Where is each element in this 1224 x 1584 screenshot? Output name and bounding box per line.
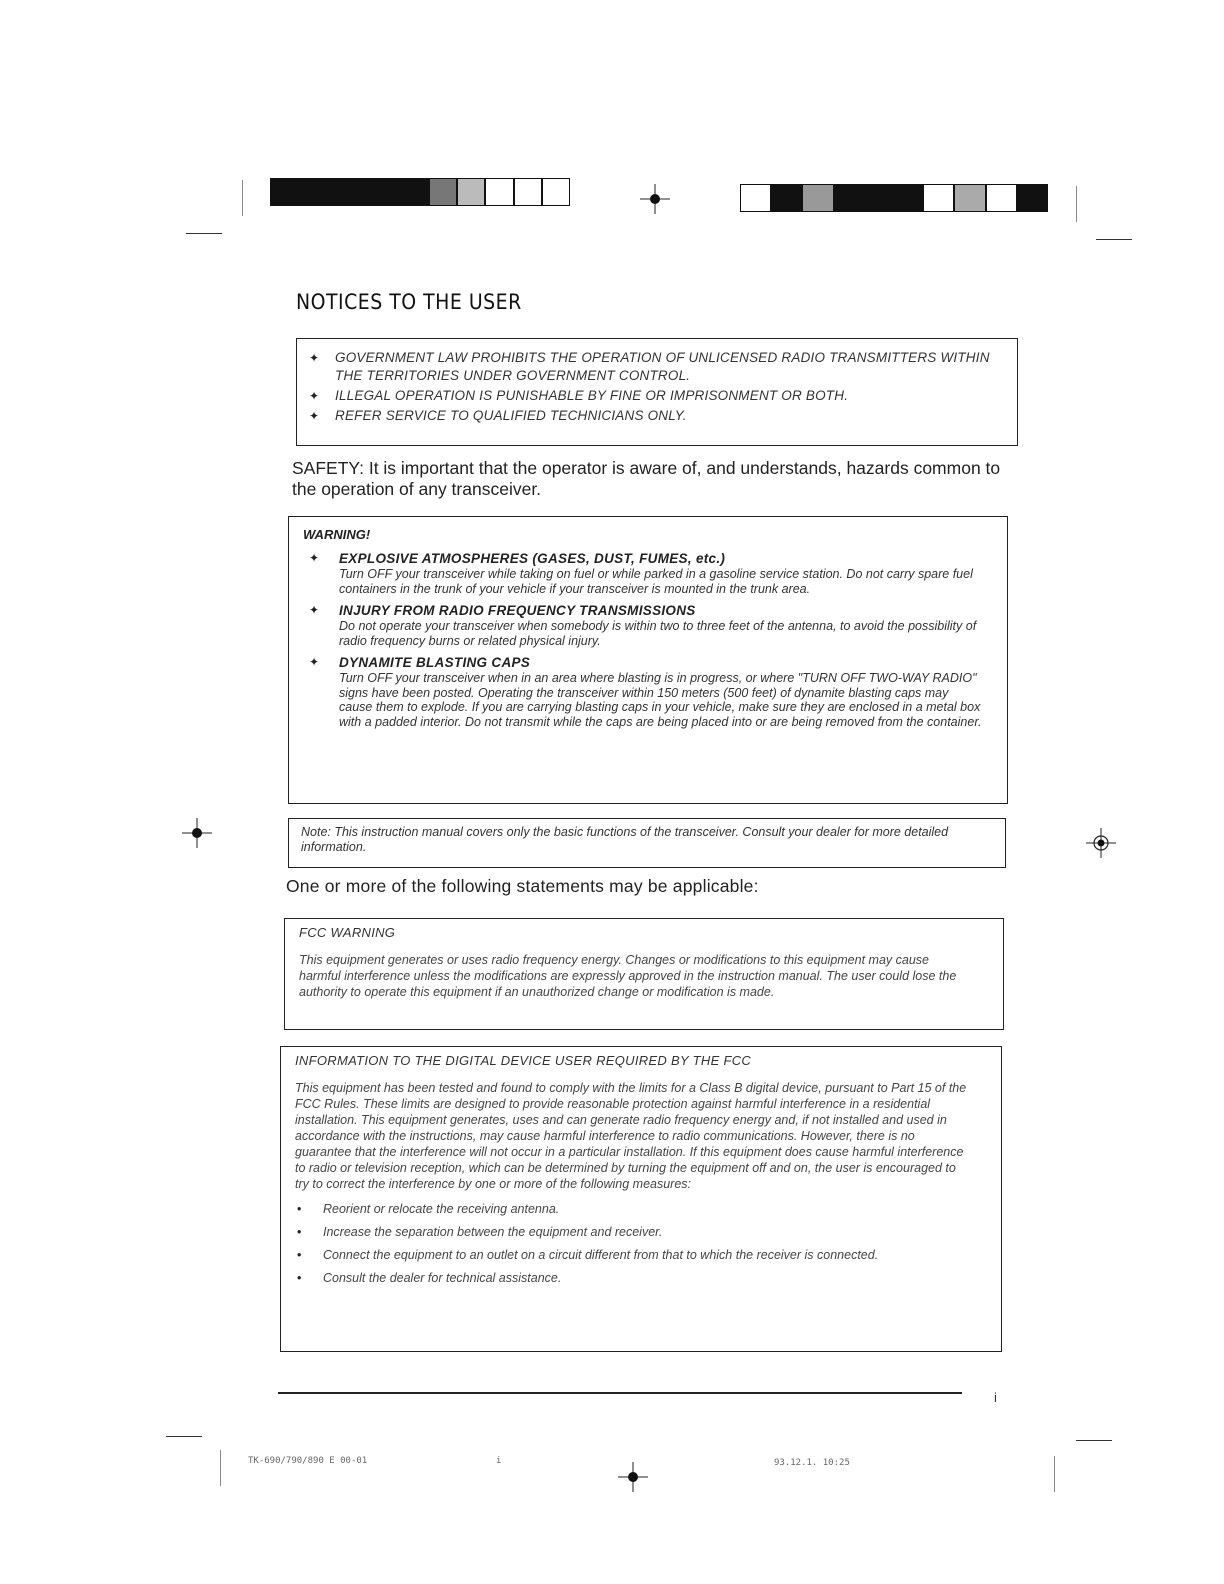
- warning-title: WARNING!: [303, 527, 371, 542]
- fcc-info-box: [280, 1046, 1002, 1352]
- color-bar-left: [270, 178, 570, 206]
- registration-mark-icon: [182, 818, 212, 848]
- warning-text: Turn OFF your transceiver while taking on fuel or while parked in a gasoline service station. Do not carry spare fuel containers in the trunk of your vehicle if your transceiver is mounted in the trunk area.: [339, 567, 973, 596]
- crop-mark: [1054, 1456, 1055, 1492]
- print-slug-right: 93.12.1. 10:25: [774, 1458, 850, 1468]
- note-box: [288, 818, 1006, 868]
- crop-mark: [242, 180, 243, 216]
- diamond-bullet-icon: ✦: [309, 389, 320, 403]
- list-item: ✦ ILLEGAL OPERATION IS PUNISHABLE BY FINE OR IMPRISONMENT OR BOTH.: [309, 388, 849, 403]
- warning-heading: INJURY FROM RADIO FREQUENCY TRANSMISSIONS: [339, 603, 696, 618]
- list-item: • Increase the separation between the equipment and receiver.: [295, 1225, 971, 1240]
- diamond-bullet-icon: ✦: [309, 351, 320, 365]
- fcc-info-text: This equipment has been tested and found to comply with the limits for a Class B digital device, pursuant to Part 15 of the FCC Rules. These limits are designed to provide reasonable protection against harmful interference in a residential installation. This equipment generates, uses and can generate radio frequency energy and, if not installed and used in accordance with the instructions, may cause harmful interference to radio communications. However, there is no guarantee that the interference will not occur in a particular installation. If this equipment does cause harmful interference to radio or television reception, which can be determined by turning the equipment off and on, the user is encouraged to try to correct the interference by one or more of the following measures:: [295, 1081, 967, 1191]
- note-text: Note: This instruction manual covers only the basic functions of the transceiver. Consult your dealer for more detailed information.: [301, 825, 949, 854]
- page-number: i: [994, 1390, 997, 1405]
- crop-mark: [220, 1450, 221, 1486]
- crop-mark: [1096, 239, 1132, 240]
- diamond-bullet-icon: ✦: [309, 603, 320, 617]
- crop-mark: [1076, 186, 1077, 222]
- warning-item: [303, 654, 985, 729]
- color-bar-right: [740, 184, 1048, 212]
- warning-text: Turn OFF your transceiver when in an area where blasting is in progress, or where "TURN OFF TWO-WAY RADIO" signs have been posted. Operating the transceiver within 150 meters (500 feet) of dynamite blasting caps may cause them to explode. If you are carrying blasting caps in your vehicle, make sure they are enclosed in a metal box with a padded interior. Do not transmit while the caps are being placed into or are being removed from the container.: [339, 671, 982, 729]
- warning-text: Do not operate your transceiver when somebody is within two to three feet of the antenna, to avoid the possibility of radio frequency burns or related physical injury.: [339, 619, 977, 648]
- measures-list: [295, 1202, 971, 1286]
- crop-mark: [1076, 1440, 1112, 1441]
- warning-heading: DYNAMITE BLASTING CAPS: [339, 655, 531, 670]
- registration-mark-icon: [640, 184, 670, 214]
- registration-mark-icon: [618, 1462, 648, 1492]
- print-slug-mid: i: [496, 1456, 502, 1466]
- notices-list: [305, 349, 1005, 425]
- fcc-warning-box: [284, 918, 1004, 1030]
- notices-box: [296, 338, 1018, 446]
- warning-box: [288, 516, 1008, 804]
- fcc-warning-text: This equipment generates or uses radio frequency energy. Changes or modifications to this equipment may cause harmful interference unless the modifications are expressly approved in the instruction manual. The user could lose the authority to operate this equipment if an unauthorized change or modification is made.: [299, 953, 957, 999]
- fcc-warning-heading: FCC WARNING: [299, 925, 396, 940]
- list-item: ✦ GOVERNMENT LAW PROHIBITS THE OPERATION OF UNLICENSED RADIO TRANSMITTERS WITHIN THE TERRITORIES UNDER GOVERNMENT CONTROL.: [309, 350, 990, 383]
- list-item: • Consult the dealer for technical assistance.: [295, 1271, 971, 1286]
- crop-mark: [166, 1436, 202, 1437]
- safety-paragraph: SAFETY: It is important that the operator is aware of, and understands, hazards common to the operation of any transceiver.: [292, 458, 1001, 499]
- registration-mark-icon: [1086, 828, 1116, 858]
- warning-item: [303, 602, 985, 648]
- list-item: • Reorient or relocate the receiving antenna.: [295, 1202, 971, 1217]
- footer-rule: [278, 1392, 962, 1394]
- diamond-bullet-icon: ✦: [309, 551, 320, 565]
- applicable-statement: One or more of the following statements may be applicable:: [286, 876, 759, 896]
- diamond-bullet-icon: ✦: [309, 409, 320, 423]
- list-item: • Connect the equipment to an outlet on a circuit different from that to which the receiver is connected.: [295, 1248, 971, 1263]
- warning-heading: EXPLOSIVE ATMOSPHERES (GASES, DUST, FUMES, etc.): [339, 551, 726, 566]
- crop-mark: [186, 233, 222, 234]
- diamond-bullet-icon: ✦: [309, 655, 320, 669]
- page-title: NOTICES TO THE USER: [296, 290, 522, 314]
- list-item: ✦ REFER SERVICE TO QUALIFIED TECHNICIANS ONLY.: [309, 408, 687, 423]
- print-slug-left: TK-690/790/890 E 00-01: [248, 1456, 368, 1466]
- warning-item: [303, 550, 985, 596]
- fcc-info-heading: INFORMATION TO THE DIGITAL DEVICE USER REQUIRED BY THE FCC: [295, 1053, 752, 1068]
